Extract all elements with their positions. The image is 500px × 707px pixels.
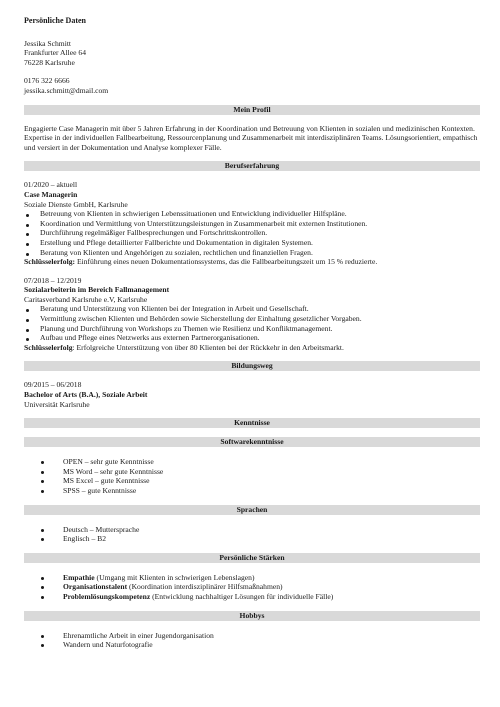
hobbies-list xyxy=(24,631,480,650)
success-text: : Erfolgreiche Unterstützung von über 80 Klienten bei der Rückkehr in den Arbeitsmarkt. xyxy=(72,342,344,352)
section-bar-education: Bildungsweg xyxy=(24,361,480,371)
section-bar-skills: Kenntnisse xyxy=(24,418,480,428)
list-item xyxy=(24,573,480,583)
list-item: Aufbau und Pflege eines Netzwerks aus externen Partnerorganisationen. xyxy=(24,333,480,343)
address-block xyxy=(24,39,480,68)
list-item: Koordination und Vermittlung von Unterstützungsleistungen in Zusammenarbeit mit externen Institutionen. xyxy=(24,219,480,229)
list-item xyxy=(24,582,480,592)
job-entry xyxy=(24,276,480,353)
section-bar-hobbies: Hobbys xyxy=(24,611,480,621)
section-bar-languages: Sprachen xyxy=(24,505,480,515)
job-title: Case Managerin xyxy=(24,189,78,199)
success-text: Einführung eines neuen Dokumentationssystems, das die Fallbearbeitungszeit um 15 % reduzierte. xyxy=(75,257,378,267)
strength-text: (Koordination interdisziplinärer Hilfsmaßnahmen) xyxy=(127,582,283,592)
list-item: Wandern und Naturfotografie xyxy=(24,640,480,650)
list-item: MS Excel – gute Kenntnisse xyxy=(24,476,480,486)
list-item: Deutsch – Muttersprache xyxy=(24,525,480,535)
job-title: Sozialarbeiterin im Bereich Fallmanagement xyxy=(24,285,170,295)
education-period: 09/2015 – 06/2018 xyxy=(24,380,82,390)
strength-label: Problemlösungskompetenz xyxy=(63,591,151,601)
job-period: 07/2018 – 12/2019 xyxy=(24,275,82,285)
contact-block xyxy=(24,76,480,95)
list-item: SPSS – gute Kenntnisse xyxy=(24,486,480,496)
list-item: Beratung und Unterstützung von Klienten bei der Integration in Arbeit und Gesellschaft. xyxy=(24,304,480,314)
section-bar-experience: Berufserfahrung xyxy=(24,161,480,171)
strength-label: Organisationstalent xyxy=(63,582,128,592)
strength-label: Empathie xyxy=(63,572,95,582)
job-company: Caritasverband Karlsruhe e.V, Karlsruhe xyxy=(24,294,148,304)
phone: 0176 322 6666 xyxy=(24,76,70,86)
success-label: Schlüsselerfolg: xyxy=(24,257,76,267)
list-item: Vermittlung zwischen Klienten und Behörden sowie Sicherstellung der Einhaltung gesetzlicher Vorgaben. xyxy=(24,314,480,324)
list-item: Erstellung und Pflege detaillierter Fallberichte und Dokumentation in digitalen Systemen. xyxy=(24,238,480,248)
languages-list xyxy=(24,525,480,544)
person-name: Jessika Schmitt xyxy=(24,38,72,48)
job-bullets xyxy=(24,209,480,257)
list-item: Durchführung regelmäßiger Fallbesprechungen und Fortschrittskontrollen. xyxy=(24,228,480,238)
strength-text: (Umgang mit Klienten in schwierigen Lebenslagen) xyxy=(94,572,255,582)
list-item: Planung und Durchführung von Workshops zu Themen wie Resilienz und Konfliktmanagement. xyxy=(24,324,480,334)
strengths-list xyxy=(24,573,480,602)
education-school: Universität Karlsruhe xyxy=(24,399,90,409)
software-list xyxy=(24,457,480,495)
strength-text: (Entwicklung nachhaltiger Lösungen für individuelle Fälle) xyxy=(150,591,334,601)
section-bar-profile: Mein Profil xyxy=(24,105,480,115)
job-entry xyxy=(24,180,480,266)
job-success xyxy=(24,343,480,353)
section-bar-software: Softwarekenntnisse xyxy=(24,437,480,447)
personal-heading: Persönliche Daten xyxy=(24,16,86,25)
email: jessika.schmitt@dmail.com xyxy=(24,85,109,95)
list-item: Betreuung von Klienten in schwierigen Lebenssituationen und Entwicklung individueller Hilfspläne. xyxy=(24,209,480,219)
list-item: Ehrenamtliche Arbeit in einer Jugendorganisation xyxy=(24,631,480,641)
education-entry xyxy=(24,380,480,409)
profile-text: Engagierte Case Managerin mit über 5 Jahren Erfahrung in der Koordination und Betreuung von Klienten in sozialen und medizinischen Kontexten. Expertise in der individuellen Fallbearbeitung, Ressourcenplanung und Zusammenarbeit mit interdisziplinären Teams. Lösungsorientiert, empathisch und versiert in der Dokumentation und Analyse komplexer Fälle. xyxy=(24,123,478,152)
education-degree: Bachelor of Arts (B.A.), Soziale Arbeit xyxy=(24,390,148,400)
job-period: 01/2020 – aktuell xyxy=(24,180,78,190)
section-bar-strengths: Persönliche Stärken xyxy=(24,553,480,563)
list-item: MS Word – sehr gute Kenntnisse xyxy=(24,467,480,477)
job-success xyxy=(24,257,480,267)
list-item: Englisch – B2 xyxy=(24,534,480,544)
list-item xyxy=(24,592,480,602)
list-item: Beratung von Klienten und Angehörigen zu sozialen, rechtlichen und finanziellen Fragen. xyxy=(24,248,480,258)
success-label: Schlüsselerfolg xyxy=(24,342,73,352)
city: 76228 Karlsruhe xyxy=(24,57,75,67)
job-company: Soziale Dienste GmbH, Karlsruhe xyxy=(24,199,128,209)
job-bullets xyxy=(24,304,480,342)
street: Frankfurter Allee 64 xyxy=(24,48,86,58)
list-item: OPEN – sehr gute Kenntnisse xyxy=(24,457,480,467)
